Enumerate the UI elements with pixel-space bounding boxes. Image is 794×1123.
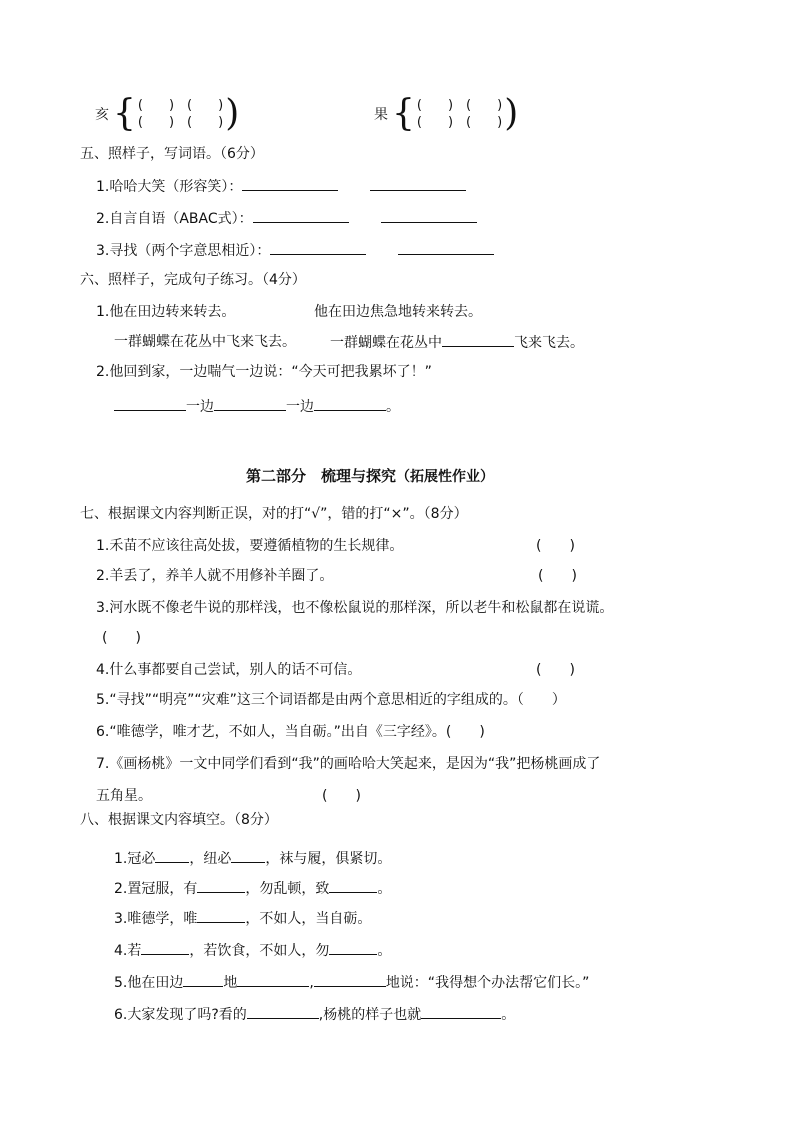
bracket-row: ( ) ( ): [416, 115, 503, 130]
item-text: ,: [309, 975, 314, 991]
answer-blank[interactable]: [197, 908, 245, 923]
item-text: 一群蝴蝶在花丛中: [330, 335, 442, 351]
answer-blank[interactable]: [114, 396, 186, 411]
item-text: 。: [386, 399, 400, 415]
sec6-q1-original: 1.他在田边转来转去。: [96, 304, 236, 320]
answer-blank[interactable]: [242, 176, 338, 191]
item-text: 飞来飞去。: [514, 335, 584, 351]
item-text: 6.大家发现了吗?看的: [114, 1007, 247, 1023]
sec7-item-5: 5.“寻找”“明亮”“灾难”这三个词语都是由两个意思相近的字组成的。（ ）: [96, 692, 566, 708]
part-subtitle: （拓展性作业）: [396, 469, 495, 485]
item-text: 一边: [186, 399, 214, 415]
item-text: 地说：“我得想个办法帮它们长。”: [385, 975, 590, 991]
answer-blank[interactable]: [370, 176, 466, 191]
section-8-heading: 八、根据课文内容填空。（8分）: [80, 812, 278, 828]
answer-blank[interactable]: [253, 208, 349, 223]
section-6-heading: 六、照样子，完成句子练习。（4分）: [80, 272, 306, 288]
item-text: 1.哈哈大笑（形容笑）：: [96, 179, 243, 195]
answer-blank[interactable]: [381, 208, 477, 223]
answer-blank[interactable]: [183, 972, 223, 987]
sec8-item-6: [114, 1004, 515, 1025]
sec7-item-4: 4.什么事都要自己尝试，别人的话不可信。: [96, 662, 362, 678]
item-text: 4.若: [114, 943, 142, 959]
right-brace: ): [504, 93, 519, 134]
sec6-q2: 2.他回到家，一边喘气一边说：“今天可把我累坏了！”: [96, 364, 432, 380]
sec7-item-7: 7.《画杨桃》一文中同学们看到“我”的画哈哈大笑起来，是因为“我”把杨桃画成了: [96, 756, 601, 772]
answer-blank[interactable]: [329, 878, 377, 893]
left-brace: {: [113, 93, 136, 134]
answer-blank[interactable]: [197, 878, 245, 893]
answer-blank[interactable]: [329, 940, 377, 955]
answer-blank[interactable]: [141, 940, 189, 955]
answer-paren[interactable]: ( ): [536, 662, 575, 678]
bracket-char: 果: [374, 107, 388, 123]
sec7-item-3: 3.河水既不像老牛说的那样浅，也不像松鼠说的那样深，所以老牛和松鼠都在说谎。: [96, 600, 614, 616]
bracket-char: 亥: [95, 107, 109, 123]
right-brace: ): [225, 93, 240, 134]
item-text: 。: [377, 881, 392, 897]
item-text: 地: [223, 975, 238, 991]
sec8-item-3: [114, 908, 371, 929]
sec6-q1-example: 他在田边焦急地转来转去。: [314, 304, 482, 320]
answer-blank[interactable]: [398, 240, 494, 255]
sec7-item-1: 1.禾苗不应该往高处拔，要遵循植物的生长规律。: [96, 538, 404, 554]
item-text: 5.他在田边: [114, 975, 184, 991]
sec5-item-3: [96, 240, 494, 261]
answer-blank[interactable]: [231, 848, 265, 863]
item-text: 2.置冠服，有: [114, 881, 198, 897]
sec7-item-2: 2.羊丢了，养羊人就不用修补羊圈了。: [96, 568, 334, 584]
item-text: ，不如人，当自砺。: [245, 911, 372, 927]
answer-blank[interactable]: [421, 1004, 501, 1019]
sec5-item-2: [96, 208, 477, 229]
section-5-heading: 五、照样子，写词语。（6分）: [80, 146, 264, 162]
sec8-item-4: [114, 940, 391, 961]
item-text: 1.冠必: [114, 851, 156, 867]
answer-blank[interactable]: [214, 396, 286, 411]
answer-paren[interactable]: ( ): [322, 788, 361, 804]
answer-blank[interactable]: [314, 396, 386, 411]
answer-paren[interactable]: ( ): [538, 568, 577, 584]
item-text: ，袜与履，俱紧切。: [265, 851, 392, 867]
sec8-item-2: [114, 878, 391, 899]
answer-blank[interactable]: [270, 240, 366, 255]
sec7-item-7-cont: 五角星。: [96, 788, 152, 804]
bracket-row: ( ) ( ): [137, 98, 224, 113]
left-brace: {: [392, 93, 415, 134]
answer-blank[interactable]: [314, 972, 386, 987]
sec8-item-5: [114, 972, 589, 993]
item-text: ，若饮食，不如人，勿: [189, 943, 330, 959]
section-7-heading: 七、根据课文内容判断正误，对的打“√”，错的打“×”。（8分）: [80, 506, 468, 522]
sec6-q1-answer-line: [330, 332, 584, 353]
part-2-title: [246, 466, 494, 487]
sec7-item-6: 6.“唯德学，唯才艺，不如人，当自砺。”出自《三字经》。( ): [96, 724, 485, 740]
sec8-item-1: [114, 848, 391, 869]
item-text: ,杨桃的样子也就: [318, 1007, 422, 1023]
bracket-group-guo: [374, 93, 519, 134]
sec5-item-1: [96, 176, 466, 197]
answer-blank[interactable]: [247, 1004, 319, 1019]
item-text: 一边: [286, 399, 314, 415]
item-text: ，纽必: [189, 851, 232, 867]
item-text: 3.唯德学，唯: [114, 911, 198, 927]
answer-blank[interactable]: [237, 972, 309, 987]
bracket-group-hai: [95, 93, 240, 134]
answer-blank[interactable]: [442, 332, 514, 347]
sec6-q1-task: 一群蝴蝶在花丛中飞来飞去。: [114, 334, 296, 350]
bracket-row: ( ) ( ): [137, 115, 224, 130]
answer-paren[interactable]: ( ): [102, 630, 141, 646]
item-text: 。: [377, 943, 392, 959]
bracket-row: ( ) ( ): [416, 98, 503, 113]
item-text: 。: [501, 1007, 516, 1023]
answer-paren[interactable]: ( ): [536, 538, 575, 554]
item-text: ，勿乱顿，致: [245, 881, 330, 897]
sec6-q2-answer-line: [114, 396, 400, 417]
answer-blank[interactable]: [155, 848, 189, 863]
item-text: 3.寻找（两个字意思相近）：: [96, 243, 271, 259]
item-text: 2.自言自语（ABAC式）：: [96, 211, 253, 227]
part-title: 第二部分 梳理与探究: [246, 467, 397, 485]
